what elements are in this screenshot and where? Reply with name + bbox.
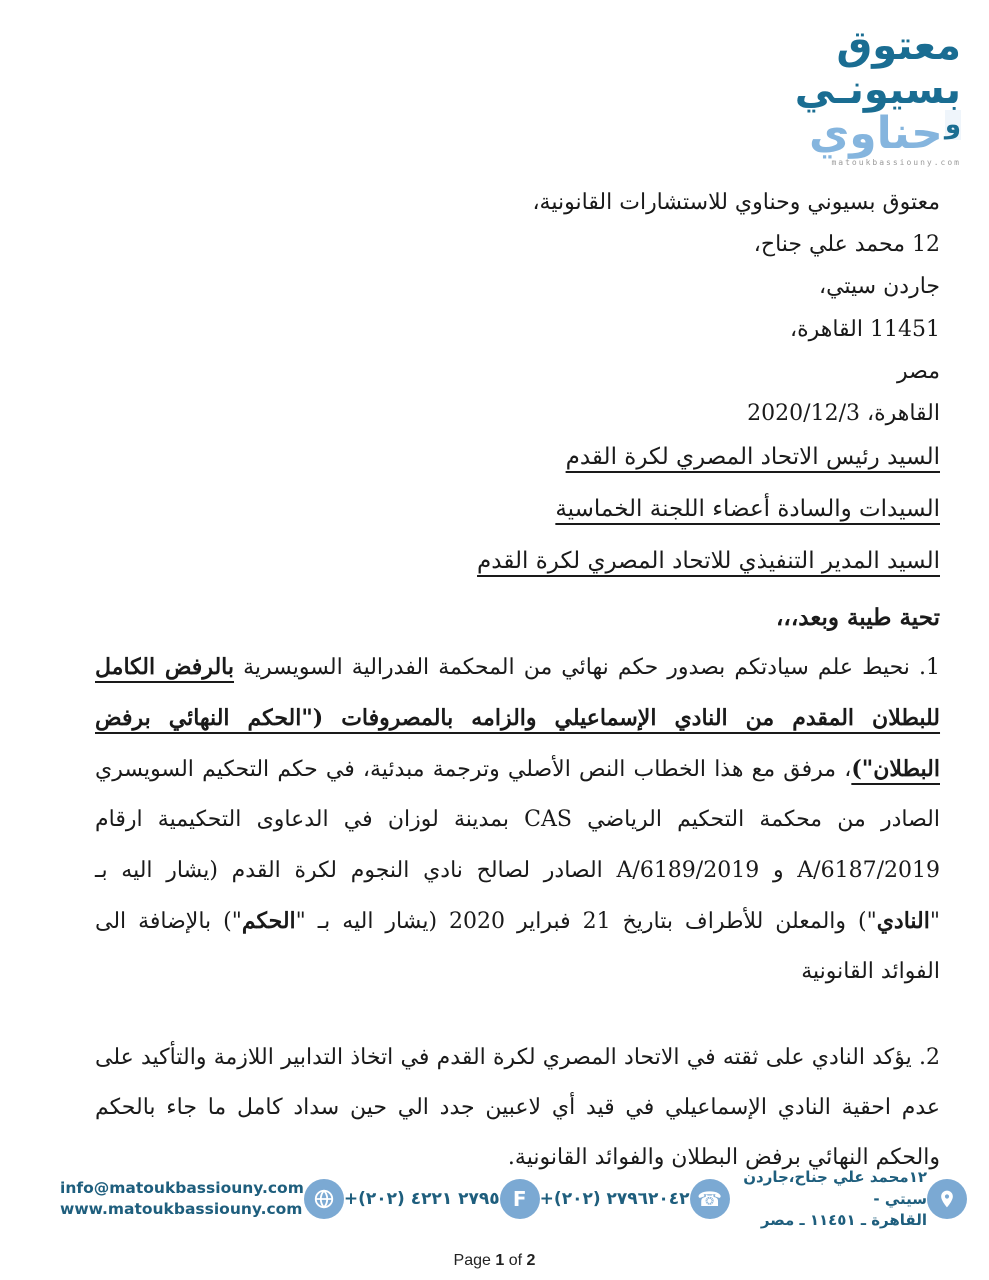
logo-waw: و: [944, 110, 961, 140]
numbered-paragraph-1: 1. نحيط علم سيادتكم بصدور حكم نهائي من المحكمة الفدرالية السويسرية بالرفض الكامل للبطلان المقدم من النادي الإسماعيلي والزامه بالمصروفات ("الحكم النهائي برفض البطلان")، مرفق مع هذا الخطاب النص الأصلي وترجمة مبدئية، في حكم التحكيم السويسري الصادر من محكمة التحكيم الرياضي CAS بمدينة لوزان في الدعاوى التحكيمية ارقام A/6187/2019 و A/6189/2019 الصادر لصالح نادي النجوم لكرة القدم (يشار اليه بـ "النادي") والمعلن للأطراف بتاريخ 21 فبراير 2020 (يشار اليه بـ "الحكم") بالإضافة الى الفوائد القانونية: [95, 654, 941, 984]
logo-website-small: matoukbassiouny.com: [831, 158, 961, 167]
recipient-executive-director: السيد المدير التنفيذي للاتحاد المصري لكرة القدم: [477, 548, 940, 574]
sender-line-district: جاردن سيتي،: [818, 274, 940, 300]
recipient-committee: السيدات والسادة أعضاء اللجنة الخماسية: [555, 496, 940, 522]
sender-line-city: 11451 القاهرة،: [789, 316, 940, 342]
page-label: Page: [453, 1252, 491, 1269]
footer-contact-strip: [60, 1167, 967, 1232]
fax-icon-letter: F: [512, 1187, 527, 1212]
sender-address-block: [532, 182, 940, 435]
logo-word-bassiouny: بسيونـي: [794, 67, 961, 113]
location-pin-icon: [927, 1179, 967, 1219]
phone-number: +(٢٠٢) ٢٧٩٦٢٠٤٢: [539, 1189, 690, 1210]
globe-icon: [304, 1179, 344, 1219]
of-label: of: [508, 1252, 523, 1269]
recipients-block: [477, 444, 940, 631]
page-total: 2: [526, 1252, 536, 1269]
numbered-paragraph-2: 2. يؤكد النادي على ثقته في الاتحاد المصري لكرة القدم في اتخاذ التدابير اللازمة والتأكيد على عدم احقية النادي الإسماعيلي في قيد أي لاعبين جدد الي حين سداد كامل ما جاء بالحكم والحكم النهائي برفض البطلان والفوائد القانونية.: [95, 1045, 940, 1171]
contact-email: info@matoukbassiouny.com: [60, 1179, 304, 1198]
sender-line-date: القاهرة، 2020/12/3: [747, 401, 940, 427]
page-current: 1: [495, 1252, 505, 1269]
sender-line-country: مصر: [896, 358, 940, 384]
logo-word-matouk: معتوق: [836, 23, 961, 69]
contact-website: www.matoukbassiouny.com: [60, 1200, 303, 1219]
greeting-line: تحية طيبة وبعد،،،: [776, 604, 940, 631]
recipient-president: السيد رئيس الاتحاد المصري لكرة القدم: [565, 444, 940, 470]
fax-icon: [500, 1179, 540, 1219]
sender-line-firm: معتوق بسيوني وحناوي للاستشارات القانونية،: [532, 190, 940, 215]
sender-line-street: 12 محمد علي جناح،: [753, 232, 940, 258]
contact-email-web: [60, 1178, 304, 1220]
fax-number: +(٢٠٢) ٢٧٩٥ ٤٢٢١: [343, 1189, 500, 1210]
telephone-icon: [690, 1179, 730, 1219]
telephone-icon-glyph: ☎: [697, 1187, 722, 1212]
firm-logo: [761, 23, 961, 167]
footer-address-line2: القاهرة ـ ١١٤٥١ ـ مصر: [760, 1211, 927, 1230]
logo-word-hennawy: $^و$حناوي: [808, 108, 961, 159]
page-number: [0, 1252, 989, 1270]
letter-body: [95, 642, 940, 1184]
footer-address-line1: ١٢محمد علي جناح،جاردن سيتي -: [743, 1167, 927, 1208]
footer-address: [730, 1167, 927, 1232]
